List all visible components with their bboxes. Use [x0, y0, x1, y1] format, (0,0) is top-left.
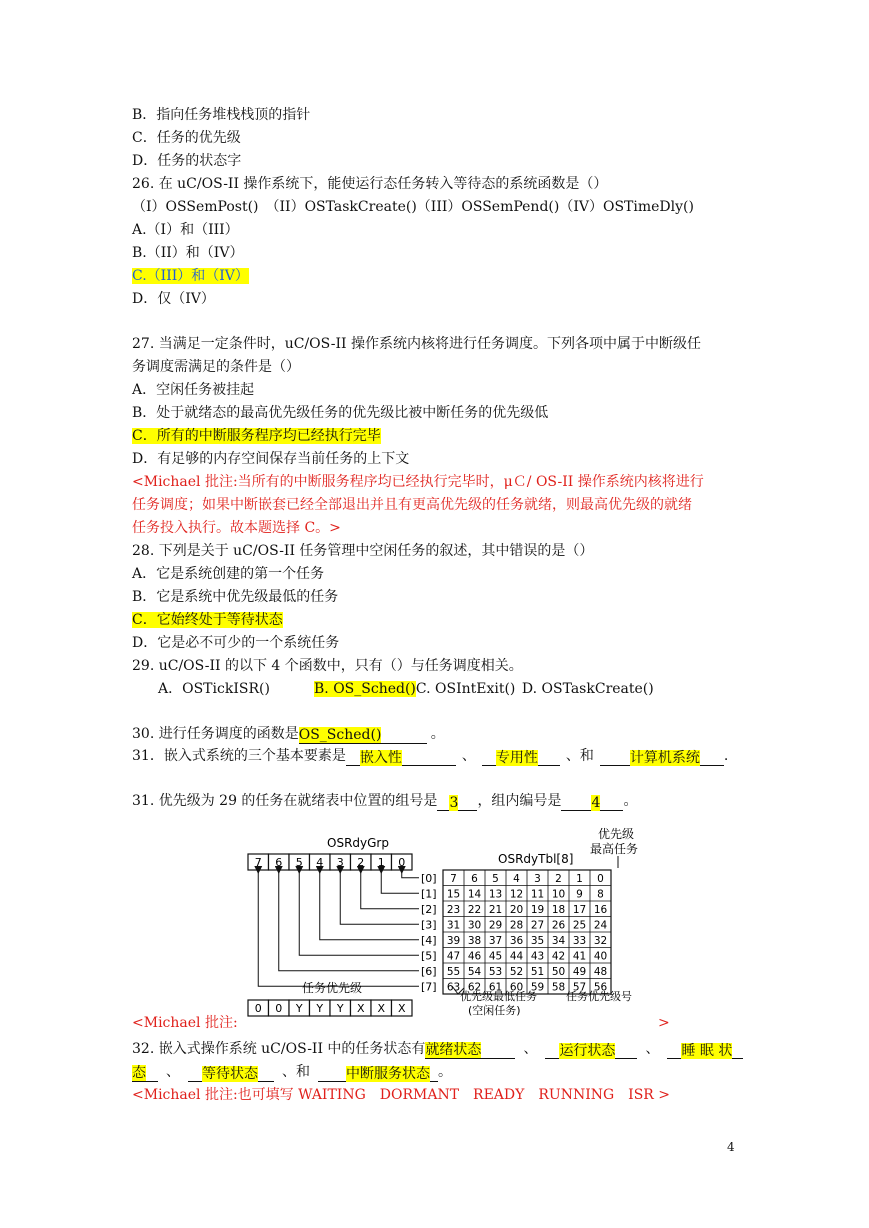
- table-cell: 61: [488, 981, 503, 994]
- q29-option-a: A．OSTickISR(): [158, 681, 270, 697]
- row-label: [5]: [421, 949, 437, 963]
- q26-option-c-answer: [132, 266, 249, 286]
- question-31b: [132, 791, 637, 811]
- ready-table-diagram: [240, 822, 670, 1022]
- q27-option-a: A．空闲任务被挂起: [132, 382, 255, 398]
- q28-option-c-answer: [132, 610, 283, 630]
- q31b-answer2: 4: [591, 795, 601, 811]
- prio-label: 任务优先级: [302, 981, 363, 995]
- table-cell: 54: [467, 966, 482, 978]
- table-cell: 53: [488, 966, 503, 978]
- table-cell: 6: [471, 873, 478, 885]
- comment-27-line1: <Michael 批注:当所有的中断服务程序均已经执行完毕时，μＣ/ OS-II 操作系统内核将进行: [132, 474, 704, 490]
- table-cell: 39: [446, 935, 461, 947]
- tbl-title: OSRdyTbl[8]: [498, 852, 574, 866]
- grp-bit: 7: [254, 856, 262, 869]
- q31a-sep1: 、: [461, 748, 476, 764]
- table-cell: 33: [572, 935, 587, 947]
- table-cell: 45: [488, 950, 503, 963]
- row-label: [6]: [421, 965, 437, 978]
- table-cell: 35: [530, 935, 545, 947]
- table-cell: 26: [551, 919, 566, 932]
- option-c: C．任务的优先级: [132, 130, 241, 146]
- question-32-line1: [132, 1039, 743, 1059]
- table-cell: 18: [551, 904, 566, 916]
- table-cell: 13: [488, 888, 503, 901]
- row-label: [2]: [421, 903, 437, 916]
- table-cell: 7: [450, 873, 457, 885]
- row-labels: [421, 872, 437, 994]
- grp-title: OSRdyGrp: [327, 836, 389, 850]
- q29-option-b-answer: B. OS_Sched(): [314, 681, 416, 697]
- q32-answer4: 等待状态: [202, 1066, 258, 1082]
- q30-blank: [299, 725, 427, 744]
- q31b-mid: ，组内编号是: [477, 793, 562, 809]
- q31b-blank1: [437, 793, 477, 811]
- q32-answer1: 就绪状态: [425, 1042, 482, 1058]
- table-cell: 46: [467, 950, 482, 963]
- table-cell: 58: [551, 981, 566, 994]
- grp-bit: 2: [357, 856, 365, 869]
- table-cell: 55: [446, 966, 461, 978]
- q31b-text: 31. 优先级为 29 的任务在就绪表中位置的组号是: [132, 793, 438, 809]
- table-cell: 38: [467, 935, 482, 947]
- q31b-blank2: [561, 793, 623, 811]
- q32-answer3b: 态: [132, 1065, 146, 1081]
- q26-option-b: B.（II）和（IV）: [132, 245, 244, 261]
- table-cell: 48: [593, 966, 608, 978]
- table-cell: 57: [572, 981, 587, 994]
- grp-bit: 5: [295, 856, 303, 869]
- q31a-answer2: 专用性: [495, 750, 538, 766]
- table-cell: 49: [572, 966, 587, 978]
- q27-option-d: D．有足够的内存空间保存当前任务的上下文: [132, 451, 410, 467]
- q32-sep4: 、和: [282, 1064, 310, 1080]
- ready-table: [443, 870, 611, 994]
- table-cell: 31: [446, 919, 461, 932]
- table-cell: 4: [513, 873, 520, 885]
- q32-answer5: 中断服务状态: [346, 1066, 430, 1082]
- q32-sep2: 、: [645, 1041, 660, 1057]
- grp-bit: 0: [398, 856, 406, 869]
- question-28: 28. 下列是关于 uC/OS-II 任务管理中空闲任务的叙述，其中错误的是（）: [132, 543, 594, 559]
- bottom-label-2: (空闲任务): [468, 1004, 521, 1017]
- q30-end: 。: [430, 726, 445, 742]
- q32-sep1: 、: [523, 1041, 538, 1057]
- q28-option-a: A．它是系统创建的第一个任务: [132, 566, 325, 582]
- grp-connector: [258, 870, 419, 986]
- table-cell: 12: [509, 888, 524, 901]
- grp-bit: 6: [275, 856, 283, 869]
- prio-bit: 0: [275, 1002, 283, 1015]
- table-cell: 43: [530, 950, 545, 963]
- row-label: [7]: [421, 980, 437, 994]
- q32-blank4: [188, 1064, 274, 1082]
- bottom-label-1: 优先级最低任务: [460, 990, 537, 1003]
- q31a-blank1: [346, 748, 456, 766]
- table-cell: 62: [467, 981, 482, 994]
- q31a-answer3: 计算机系统: [629, 750, 700, 766]
- question-27-line1: 27. 当满足一定条件时，uC/OS-II 操作系统内核将进行任务调度。下列各项中属于中断级任: [132, 336, 701, 352]
- table-cell: 63: [446, 981, 461, 994]
- page-number: 4: [727, 1140, 735, 1154]
- grp-connector: [299, 870, 419, 955]
- table-cell: 20: [509, 904, 524, 916]
- table-cell: 37: [488, 935, 503, 947]
- table-cell: 41: [572, 950, 587, 963]
- table-cell: 42: [551, 950, 566, 963]
- table-cell: 3: [534, 873, 541, 885]
- row-label: [4]: [421, 934, 437, 947]
- prio-bit: X: [377, 1002, 386, 1015]
- table-cell: 21: [488, 904, 503, 916]
- question-29: 29. uC/OS-II 的以下 4 个函数中，只有（）与任务调度相关。: [132, 658, 523, 674]
- highlight: C．它始终处于等待状态: [132, 612, 283, 628]
- grp-bit: 3: [336, 856, 344, 869]
- row-label: [3]: [421, 918, 437, 932]
- table-cell: 29: [488, 919, 503, 932]
- comment-27-line3: 任务投入执行。故本题选择 C。>: [132, 520, 341, 536]
- table-cell: 8: [597, 888, 604, 901]
- question-30: [132, 724, 445, 744]
- table-cell: 10: [551, 888, 566, 901]
- q32-answer3a: 睡 眠 状: [681, 1043, 733, 1059]
- prio-bit: 0: [254, 1002, 262, 1015]
- table-cell: 9: [576, 888, 583, 901]
- q31a-sep2: 、和: [565, 748, 594, 764]
- bottom-label-3: 任务优先级号: [566, 990, 632, 1003]
- table-cell: 5: [492, 873, 499, 885]
- q29-option-d: D. OSTaskCreate(): [521, 681, 654, 697]
- table-cell: 0: [597, 873, 604, 885]
- q31a-text: 31．嵌入式系统的三个基本要素是: [132, 748, 346, 764]
- table-cell: 40: [593, 950, 608, 963]
- table-cell: 44: [509, 950, 524, 963]
- grp-connector: [361, 870, 419, 909]
- table-cell: 32: [593, 935, 608, 947]
- option-d: D．任务的状态字: [132, 153, 242, 169]
- prio-bit: Y: [316, 1002, 324, 1015]
- table-cell: 52: [509, 966, 524, 978]
- prio-bit: X: [397, 1002, 406, 1015]
- q32-blank2: [545, 1041, 637, 1059]
- table-cell: 51: [530, 966, 545, 978]
- table-cell: 27: [530, 919, 545, 932]
- grp-bit: 1: [377, 856, 385, 869]
- question-26-options: （I）OSSemPost() （II）OSTaskCreate()（III）OSSemPend()（IV）OSTimeDly(): [132, 199, 694, 215]
- question-31a: [132, 746, 728, 766]
- table-cell: 56: [593, 981, 608, 994]
- q32-sep3: 、: [166, 1064, 180, 1080]
- table-cell: 14: [467, 888, 482, 901]
- table-cell: 25: [572, 919, 587, 932]
- option-b: B．指向任务堆栈栈顶的指针: [132, 107, 311, 123]
- table-cell: 47: [446, 950, 461, 963]
- grp-connector: [381, 870, 419, 893]
- table-cell: 23: [446, 904, 461, 916]
- q29-option-c: C. OSIntExit(): [415, 681, 516, 697]
- prio-bit: X: [356, 1002, 365, 1015]
- table-cell: 2: [555, 873, 562, 885]
- table-cell: 34: [551, 935, 566, 947]
- grp-register: [248, 854, 412, 870]
- q32-text: 32. 嵌入式操作系统 uC/OS-II 中的任务状态有: [132, 1041, 426, 1057]
- priority-bits: [248, 1000, 412, 1016]
- grp-connector-lines: [258, 870, 419, 986]
- highlight: C．所有的中断服务程序均已经执行完毕: [132, 428, 381, 444]
- highlight: C.（III）和（IV）: [132, 268, 249, 284]
- grp-connector: [320, 870, 419, 940]
- question-26: 26. 在 uC/OS-II 操作系统下，能使运行态任务转入等待态的系统函数是（）: [132, 176, 608, 192]
- table-cell: 50: [551, 966, 566, 978]
- q32-answer2: 运行状态: [559, 1043, 616, 1059]
- q30-text: 30. 进行任务调度的函数是: [132, 726, 299, 742]
- q31a-answer1: 嵌入性: [359, 750, 402, 766]
- q28-option-d: D．它是必不可少的一个系统任务: [132, 635, 340, 651]
- table-cell: 28: [509, 919, 524, 932]
- table-cell: 24: [593, 919, 608, 932]
- comment-31-open: <Michael 批注:: [132, 1015, 238, 1031]
- q29-options: [158, 679, 654, 699]
- q32-blank5: [318, 1064, 438, 1082]
- grp-bit: 4: [316, 856, 324, 869]
- table-cell: 17: [572, 904, 587, 916]
- q32-blank3-cont: [132, 1063, 158, 1082]
- q27-option-b: B．处于就绪态的最高优先级任务的优先级比被中断任务的优先级低: [132, 405, 549, 421]
- q31a-end: .: [723, 748, 729, 764]
- prio-bit: Y: [336, 1002, 344, 1015]
- table-cell: 22: [467, 904, 482, 916]
- q31b-end: 。: [623, 793, 638, 809]
- table-cell: 60: [509, 981, 524, 994]
- q27-option-c-answer: [132, 426, 381, 446]
- q28-option-b: B．它是系统中优先级最低的任务: [132, 589, 339, 605]
- top-label-1: 优先级: [598, 827, 635, 841]
- grp-connector: [402, 870, 419, 878]
- row-label: [1]: [421, 887, 437, 901]
- comment-32: <Michael 批注:也可填写 WAITING DORMANT READY RUNNING ISR >: [132, 1087, 671, 1103]
- q31b-answer1: 3: [449, 795, 459, 811]
- table-cell: 36: [509, 935, 524, 947]
- q32-blank1: [425, 1040, 515, 1059]
- table-cell: 15: [446, 888, 461, 901]
- question-32-line2: [132, 1062, 452, 1082]
- table-cell: 30: [467, 919, 482, 932]
- row-label: [0]: [421, 872, 437, 885]
- q30-answer: OS_Sched(): [298, 727, 382, 743]
- q32-end: 。: [438, 1064, 452, 1080]
- table-cell: 19: [530, 904, 545, 916]
- q32-blank3: [667, 1041, 743, 1059]
- comment-27-line2: 任务调度；如果中断嵌套已经全部退出并且有更高优先级的任务就绪，则最高优先级的就绪: [132, 497, 692, 513]
- q31a-blank3: [600, 748, 724, 766]
- q26-option-d: D．仅（IV）: [132, 291, 215, 307]
- prio-bit: Y: [295, 1002, 303, 1015]
- q26-option-a: A.（I）和（III）: [132, 222, 239, 238]
- q31a-blank2: [482, 748, 560, 766]
- table-cell: 59: [530, 981, 545, 994]
- table-cell: 16: [593, 904, 608, 916]
- comment-31-close: >: [658, 1015, 670, 1031]
- top-label-2: 最高任务: [590, 842, 639, 856]
- question-27-line2: 务调度需满足的条件是（）: [132, 359, 300, 375]
- table-cell: 11: [530, 888, 545, 901]
- table-cell: 1: [576, 873, 583, 885]
